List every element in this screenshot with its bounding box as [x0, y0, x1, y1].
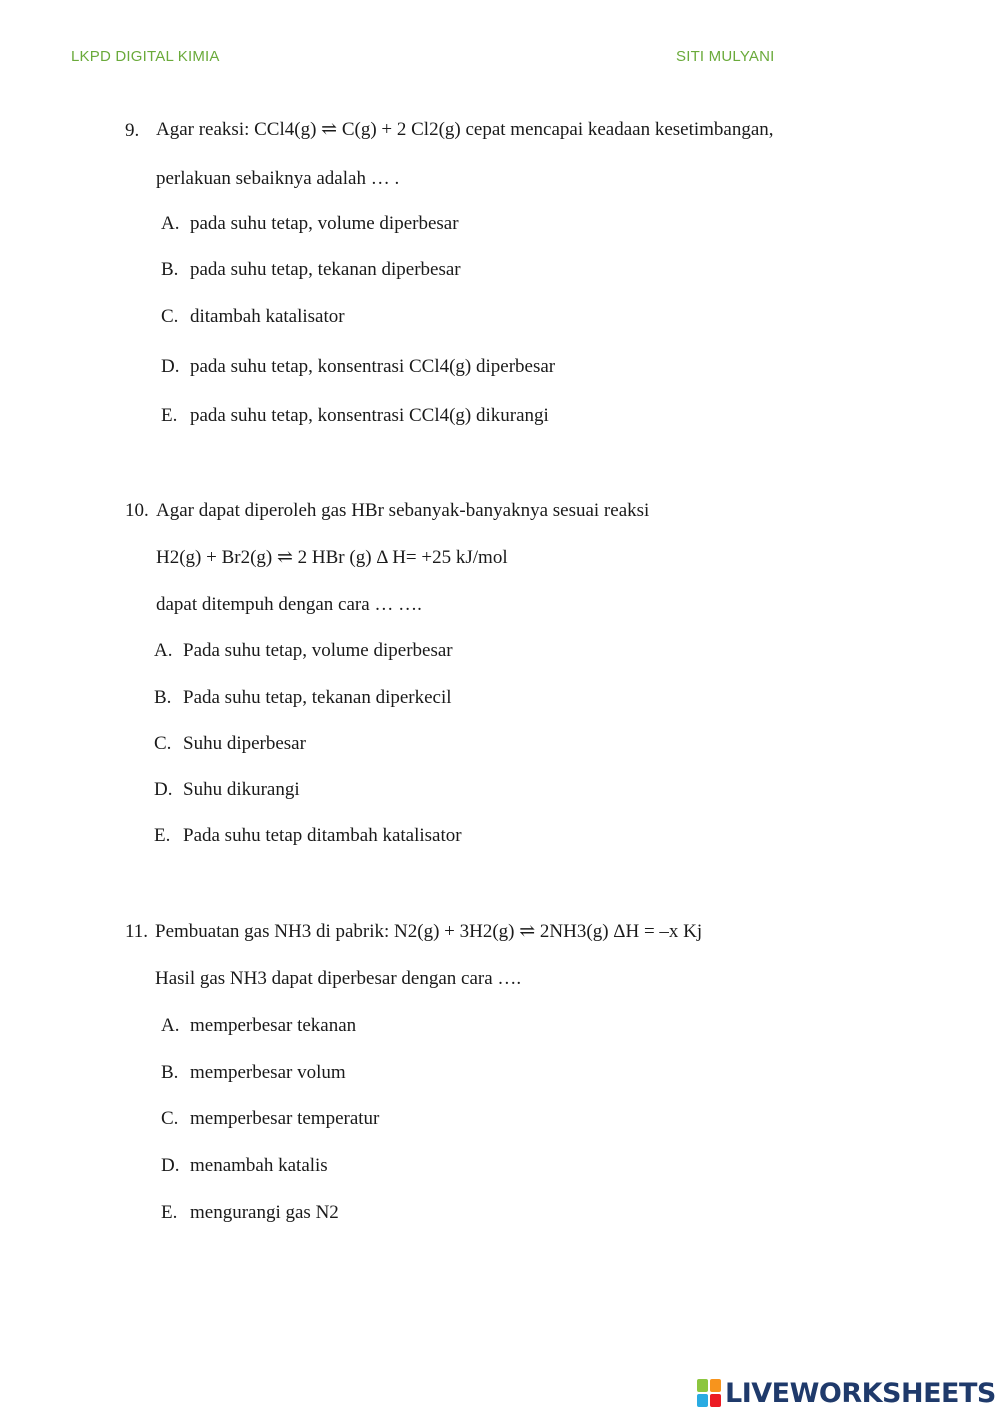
option-letter: B.	[161, 1062, 179, 1083]
brand-text: LIVEWORKSHEETS	[725, 1377, 996, 1409]
header-author: SITI MULYANI	[676, 48, 775, 65]
option-letter: B.	[161, 259, 179, 280]
option-text: pada suhu tetap, konsentrasi CCl4(g) dikurangi	[190, 405, 549, 426]
option-letter: D.	[154, 779, 173, 800]
option-letter: D.	[161, 356, 180, 377]
option-text: memperbesar volum	[190, 1062, 346, 1083]
option-e[interactable]	[161, 405, 549, 427]
question-number: 11.	[125, 921, 149, 942]
option-text: Pada suhu tetap, tekanan diperkecil	[183, 687, 452, 708]
logo-square-orange	[710, 1379, 721, 1392]
option-d[interactable]	[161, 1155, 328, 1177]
option-text: Suhu dikurangi	[183, 779, 300, 800]
option-letter: B.	[154, 687, 172, 708]
logo-square-red	[710, 1394, 721, 1407]
option-letter: E.	[161, 405, 178, 426]
question-number: 9.	[125, 120, 140, 141]
option-text: Pada suhu tetap, volume diperbesar	[183, 640, 453, 661]
option-letter: D.	[161, 1155, 180, 1176]
option-text: Pada suhu tetap ditambah katalisator	[183, 825, 462, 846]
option-text: menambah katalis	[190, 1155, 328, 1176]
option-b[interactable]	[161, 1062, 346, 1084]
option-text: pada suhu tetap, volume diperbesar	[190, 213, 459, 234]
option-letter: A.	[154, 640, 173, 661]
question-text-line: Hasil gas NH3 dapat diperbesar dengan cara ….	[155, 968, 522, 989]
logo-mark-icon	[697, 1379, 721, 1407]
question-text-line: perlakuan sebaiknya adalah … .	[156, 168, 400, 189]
header-title: LKPD DIGITAL KIMIA	[71, 48, 220, 65]
option-text: pada suhu tetap, tekanan diperbesar	[190, 259, 461, 280]
option-e[interactable]	[161, 1202, 339, 1224]
option-text: memperbesar tekanan	[190, 1015, 357, 1036]
option-text: mengurangi gas N2	[190, 1202, 339, 1223]
option-letter: C.	[161, 1108, 179, 1129]
option-letter: A.	[161, 1015, 180, 1036]
option-text: Suhu diperbesar	[183, 733, 306, 754]
option-d[interactable]	[161, 356, 555, 378]
liveworksheets-logo[interactable]	[697, 1376, 996, 1410]
option-c[interactable]	[161, 306, 345, 328]
option-letter: C.	[161, 306, 179, 327]
logo-square-blue	[697, 1394, 708, 1407]
option-letter: E.	[154, 825, 171, 846]
option-c[interactable]	[161, 1108, 379, 1130]
option-text: memperbesar temperatur	[190, 1108, 380, 1129]
option-letter: A.	[161, 213, 180, 234]
option-b[interactable]	[154, 687, 452, 709]
question-text-line: dapat ditempuh dengan cara … ….	[156, 594, 422, 615]
logo-square-green	[697, 1379, 708, 1392]
option-text: pada suhu tetap, konsentrasi CCl4(g) diperbesar	[190, 356, 556, 377]
option-d[interactable]	[154, 779, 300, 801]
question-text-line: H2(g) + Br2(g) ⇌ 2 HBr (g) Δ H= +25 kJ/mol	[156, 547, 508, 568]
option-a[interactable]	[161, 1015, 356, 1037]
option-a[interactable]	[161, 213, 459, 235]
option-letter: C.	[154, 733, 172, 754]
option-a[interactable]	[154, 640, 453, 662]
option-letter: E.	[161, 1202, 178, 1223]
option-text: ditambah katalisator	[190, 306, 345, 327]
option-e[interactable]	[154, 825, 462, 847]
option-c[interactable]	[154, 733, 306, 755]
question-text-line: Pembuatan gas NH3 di pabrik: N2(g) + 3H2(g) ⇌ 2NH3(g) ΔH = –x Kj	[155, 921, 703, 942]
question-text-line: Agar reaksi: CCl4(g) ⇌ C(g) + 2 Cl2(g) cepat mencapai keadaan kesetimbangan,	[156, 119, 774, 140]
question-number: 10.	[125, 500, 149, 521]
option-b[interactable]	[161, 259, 461, 281]
question-text-line: Agar dapat diperoleh gas HBr sebanyak-banyaknya sesuai reaksi	[156, 500, 650, 521]
